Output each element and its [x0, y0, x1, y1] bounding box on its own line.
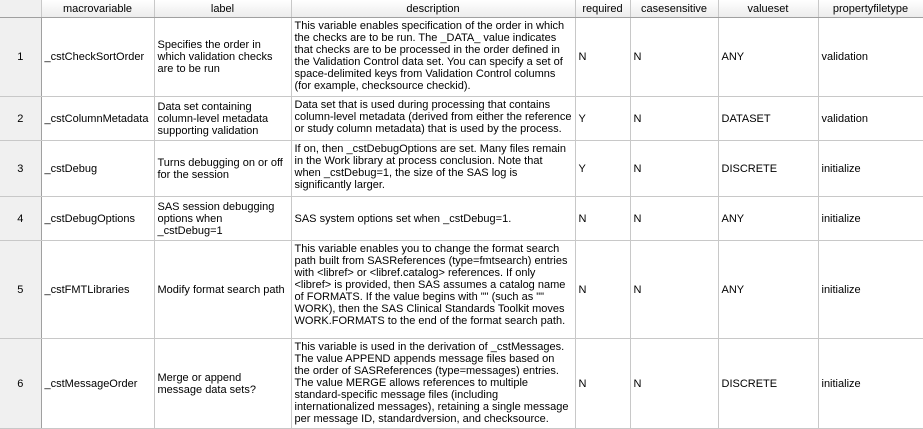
cell-description[interactable]: This variable enables specification of the order in which the checks are to be run. The _DATA_ value indicates that checks are to be processed in the order defined in the Validation Control data set. You can specify a set of space-delimited keys from Validation Control columns (for example, checksource checkid). — [291, 18, 575, 97]
table-row[interactable] — [0, 339, 923, 429]
cell-required[interactable]: N — [575, 339, 630, 429]
column-header-valueset[interactable]: valueset — [718, 0, 818, 18]
column-header-casesensitive[interactable]: casesensitive — [630, 0, 718, 18]
table-row[interactable] — [0, 97, 923, 141]
cell-casesensitive[interactable]: N — [630, 197, 718, 241]
column-header-required[interactable]: required — [575, 0, 630, 18]
cell-label[interactable]: Merge or append message data sets? — [154, 339, 291, 429]
column-header-macrovariable[interactable]: macrovariable — [41, 0, 154, 18]
row-number[interactable]: 3 — [0, 141, 41, 197]
cell-description[interactable]: If on, then _cstDebugOptions are set. Many files remain in the Work library at process conclusion. Note that when _cstDebug=1, the size of the SAS log is significantly larger. — [291, 141, 575, 197]
cell-description[interactable]: SAS system options set when _cstDebug=1. — [291, 197, 575, 241]
column-header-label[interactable]: label — [154, 0, 291, 18]
cell-label[interactable]: Modify format search path — [154, 241, 291, 339]
cell-valueset[interactable]: ANY — [718, 18, 818, 97]
cell-valueset[interactable]: ANY — [718, 241, 818, 339]
cell-casesensitive[interactable]: N — [630, 97, 718, 141]
row-number[interactable]: 4 — [0, 197, 41, 241]
table-row[interactable] — [0, 141, 923, 197]
cell-valueset[interactable]: DATASET — [718, 97, 818, 141]
cell-description[interactable]: This variable is used in the derivation of _cstMessages. The value APPEND appends message files based on the order of SASReferences (type=messages) entries. The value MERGE allows references to multiple standard-specific message files (including internationalized messages), retaining a single message per message ID, standardversion, and checksource. — [291, 339, 575, 429]
cell-required[interactable]: Y — [575, 97, 630, 141]
cell-casesensitive[interactable]: N — [630, 339, 718, 429]
cell-casesensitive[interactable]: N — [630, 141, 718, 197]
cell-casesensitive[interactable]: N — [630, 18, 718, 97]
cell-valueset[interactable]: DISCRETE — [718, 141, 818, 197]
cell-propertyfiletype[interactable]: initialize — [818, 339, 923, 429]
cell-required[interactable]: N — [575, 197, 630, 241]
cell-macrovariable[interactable]: _cstDebug — [41, 141, 154, 197]
cell-macrovariable[interactable]: _cstCheckSortOrder — [41, 18, 154, 97]
row-number[interactable]: 5 — [0, 241, 41, 339]
table-row[interactable] — [0, 197, 923, 241]
cell-label[interactable]: SAS session debugging options when _cstDebug=1 — [154, 197, 291, 241]
cell-propertyfiletype[interactable]: validation — [818, 97, 923, 141]
cell-valueset[interactable]: DISCRETE — [718, 339, 818, 429]
cell-macrovariable[interactable]: _cstFMTLibraries — [41, 241, 154, 339]
cell-macrovariable[interactable]: _cstColumnMetadata — [41, 97, 154, 141]
cell-valueset[interactable]: ANY — [718, 197, 818, 241]
header-row — [0, 0, 923, 18]
cell-macrovariable[interactable]: _cstMessageOrder — [41, 339, 154, 429]
cell-propertyfiletype[interactable]: initialize — [818, 197, 923, 241]
cell-propertyfiletype[interactable]: validation — [818, 18, 923, 97]
cell-label[interactable]: Specifies the order in which validation checks are to be run — [154, 18, 291, 97]
column-header-description[interactable]: description — [291, 0, 575, 18]
cell-casesensitive[interactable]: N — [630, 241, 718, 339]
cell-propertyfiletype[interactable]: initialize — [818, 141, 923, 197]
row-number[interactable]: 1 — [0, 18, 41, 97]
table-row[interactable] — [0, 241, 923, 339]
cell-macrovariable[interactable]: _cstDebugOptions — [41, 197, 154, 241]
cell-required[interactable]: N — [575, 241, 630, 339]
cell-description[interactable]: This variable enables you to change the format search path built from SASReferences (type=fmtsearch) entries with <libref> or <libref.catalog> references. If only <libref> is provided, then SAS assumes a catalog name of FORMATS. If the value begins with "" (such as "" WORK), then the SAS Clinical Standards Toolkit moves WORK.FORMATS to the end of the format search path. — [291, 241, 575, 339]
cell-required[interactable]: Y — [575, 141, 630, 197]
cell-propertyfiletype[interactable]: initialize — [818, 241, 923, 339]
column-header-propertyfiletype[interactable]: propertyfiletype — [818, 0, 923, 18]
row-number[interactable]: 2 — [0, 97, 41, 141]
corner-cell[interactable] — [0, 0, 41, 18]
cell-description[interactable]: Data set that is used during processing that contains column-level metadata (derived from either the reference or study column metadata) that is used by the process. — [291, 97, 575, 141]
row-number[interactable]: 6 — [0, 339, 41, 429]
cell-required[interactable]: N — [575, 18, 630, 97]
table-row[interactable] — [0, 18, 923, 97]
cell-label[interactable]: Turns debugging on or off for the session — [154, 141, 291, 197]
cell-label[interactable]: Data set containing column-level metadata supporting validation — [154, 97, 291, 141]
